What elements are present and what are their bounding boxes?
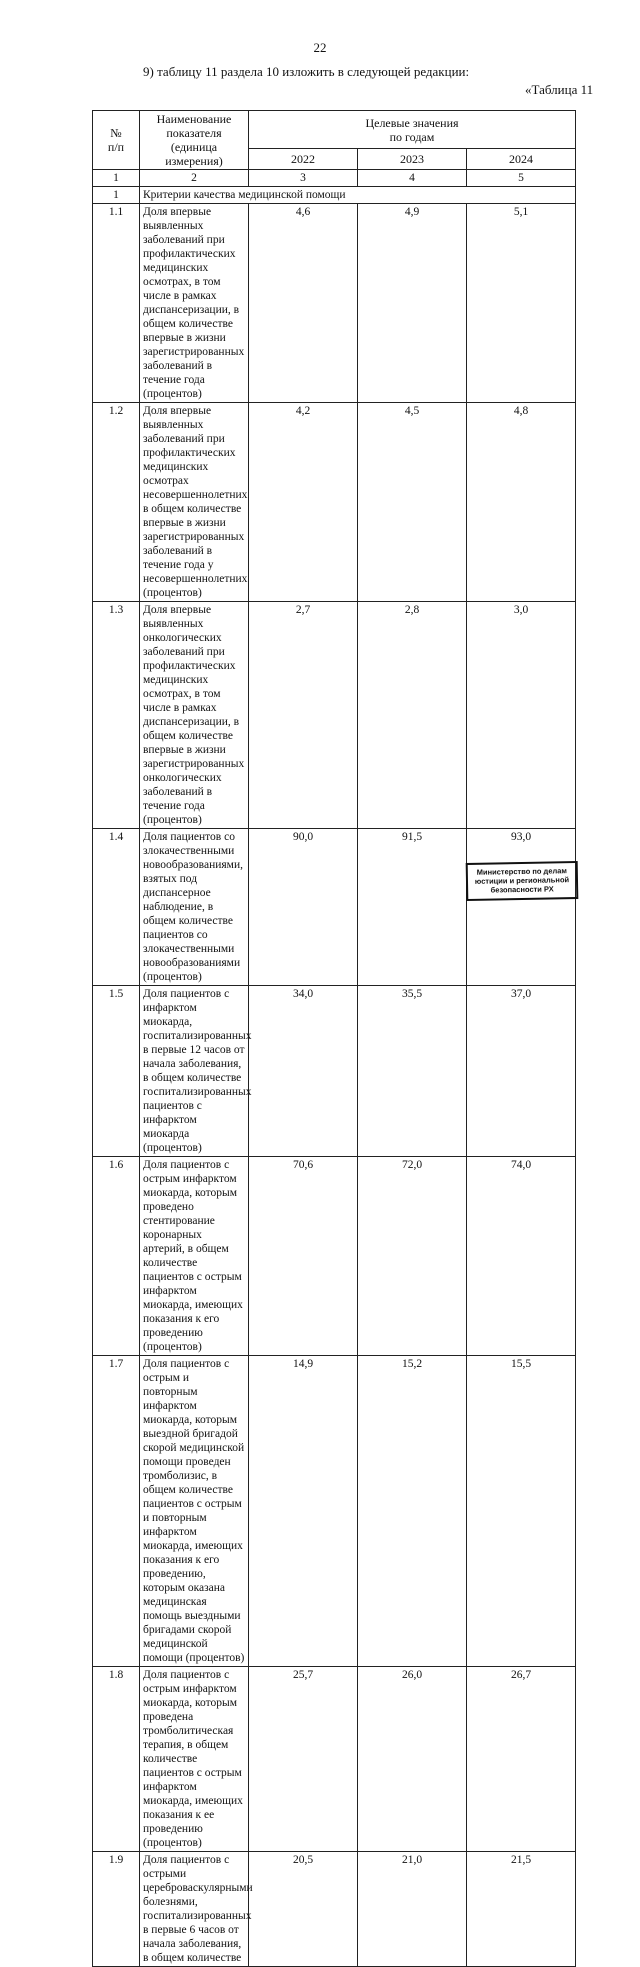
table-row [93,1667,576,1852]
section-row [93,187,576,204]
row-value-2024: 3,0 [467,602,576,829]
registration-stamp: Министерство по делам юстиции и региональной безопасности РХ [466,861,579,901]
row-number: 1.8 [93,1667,140,1852]
row-number: 1.5 [93,986,140,1157]
row-value-2023: 21,0 [358,1852,467,1967]
row-value-2024: 21,5 [467,1852,576,1967]
section-title: Критерии качества медицинской помощи [140,187,576,204]
row-value-2024: 74,0 [467,1157,576,1356]
row-indicator-name: Доля пациентов с острыми цереброваскулярными болезнями, госпитализированных в первые 6 часов от начала заболевания, в общем количестве [140,1852,249,1967]
table-row [93,403,576,602]
row-value-2024: 93,0 [467,829,576,986]
row-indicator-name: Доля пациентов с острым и повторным инфарктом миокарда, которым выездной бригадой скорой медицинской помощи проведен тромболизис, в общем количестве пациентов с острым и повторным инфарктом миокарда, имеющих показания к его проведению, которым оказана медицинская помощь выездными бригадами скорой медицинской помощи (процентов) [140,1356,249,1667]
table-row [93,1852,576,1967]
row-indicator-name: Доля пациентов с инфарктом миокарда, госпитализированных в первые 12 часов от начала заболевания, в общем количестве госпитализированных пациентов с инфарктом миокарда (процентов) [140,986,249,1157]
indicators-table [92,110,576,1967]
row-indicator-name: Доля впервые выявленных заболеваний при профилактических медицинских осмотрах несовершеннолетних в общем количестве впервые в жизни зарегистрированных заболеваний в течение года у несовершеннолетних (процентов) [140,403,249,602]
column-numbers-row [93,170,576,187]
table-row [93,986,576,1157]
row-value-2024: 5,1 [467,204,576,403]
row-value-2023: 4,5 [358,403,467,602]
column-number: 1 [93,170,140,187]
table-row [93,602,576,829]
row-number: 1.9 [93,1852,140,1967]
table-row [93,204,576,403]
table-caption: «Таблица 11 [525,82,594,97]
row-value-2022: 25,7 [249,1667,358,1852]
row-number: 1.3 [93,602,140,829]
row-indicator-name: Доля пациентов с острым инфарктом миокарда, которым проведена тромболитическая терапия, в общем количестве пациентов с острым инфарктом миокарда, имеющих показания к ее проведению (процентов) [140,1667,249,1852]
row-value-2022: 4,2 [249,403,358,602]
column-number: 4 [358,170,467,187]
row-indicator-name: Доля впервые выявленных онкологических заболеваний при профилактических медицинских осмотрах, в том числе в рамках диспансеризации, в общем количестве впервые в жизни зарегистрированных онкологических заболеваний в течение года (процентов) [140,602,249,829]
row-value-2022: 90,0 [249,829,358,986]
row-value-2024: 26,7 [467,1667,576,1852]
row-indicator-name: Доля пациентов со злокачественными новообразованиями, взятых под диспансерное наблюдение, в общем количестве пациентов со злокачественными новообразованиями (процентов) [140,829,249,986]
row-value-2023: 15,2 [358,1356,467,1667]
row-value-2023: 2,8 [358,602,467,829]
header-year: 2023 [358,149,467,170]
row-value-2024: 4,8 [467,403,576,602]
row-value-2023: 26,0 [358,1667,467,1852]
table-row [93,829,576,986]
intro-text: 9) таблицу 11 раздела 10 изложить в следующей редакции: [143,64,470,79]
column-number: 2 [140,170,249,187]
row-value-2022: 20,5 [249,1852,358,1967]
row-value-2024: 15,5 [467,1356,576,1667]
column-number: 5 [467,170,576,187]
table-row [93,1356,576,1667]
row-number: 1.2 [93,403,140,602]
row-value-2022: 4,6 [249,204,358,403]
row-indicator-name: Доля впервые выявленных заболеваний при профилактических медицинских осмотрах, в том числе в рамках диспансеризации, в общем количестве впервые в жизни зарегистрированных заболеваний в течение года (процентов) [140,204,249,403]
row-number: 1.6 [93,1157,140,1356]
header-target: Целевые значения по годам [249,111,576,149]
header-year: 2022 [249,149,358,170]
header-year: 2024 [467,149,576,170]
column-number: 3 [249,170,358,187]
row-number: 1.1 [93,204,140,403]
row-value-2023: 72,0 [358,1157,467,1356]
row-value-2022: 2,7 [249,602,358,829]
row-value-2023: 35,5 [358,986,467,1157]
section-number: 1 [93,187,140,204]
row-value-2022: 34,0 [249,986,358,1157]
row-number: 1.4 [93,829,140,986]
row-value-2022: 70,6 [249,1157,358,1356]
row-indicator-name: Доля пациентов с острым инфарктом миокарда, которым проведено стентирование коронарных артерий, в общем количестве пациентов с острым инфарктом миокарда, имеющих показания к его проведению (процентов) [140,1157,249,1356]
row-value-2023: 91,5 [358,829,467,986]
table-row [93,1157,576,1356]
row-number: 1.7 [93,1356,140,1667]
header-num: № п/п [93,111,140,170]
row-value-2023: 4,9 [358,204,467,403]
page-number: 22 [313,40,327,55]
row-value-2022: 14,9 [249,1356,358,1667]
row-value-2024: 37,0 [467,986,576,1157]
header-name: Наименование показателя (единица измерения) [140,111,249,170]
